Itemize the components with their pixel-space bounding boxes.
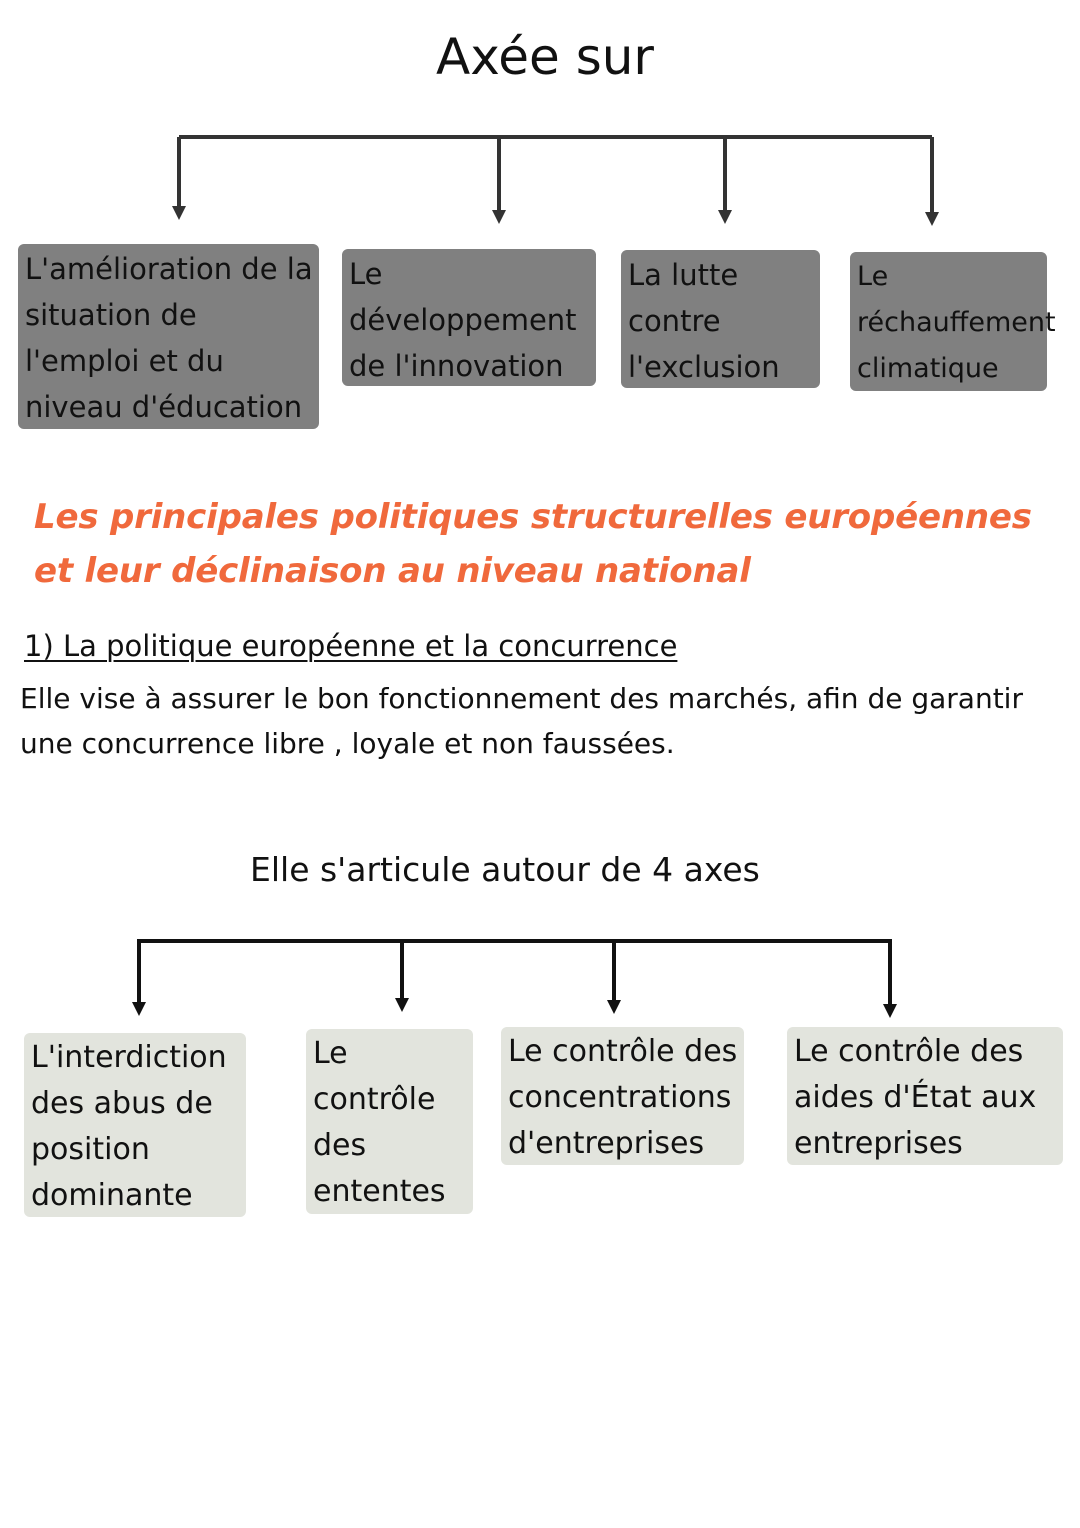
diagram2-item-state-aid: Le contrôle des aides d'État aux entreprises bbox=[787, 1027, 1063, 1165]
section-title: Les principales politiques structurelles européennes et leur déclinaison au niveau national bbox=[34, 497, 1032, 591]
diagram1-item-employment: L'amélioration de la situation de l'emploi et du niveau d'éducation bbox=[18, 244, 319, 429]
diagram1-heading: Axée sur bbox=[436, 28, 654, 86]
section-paragraph: Elle vise à assurer le bon fonctionnement des marchés, afin de garantir une concurrence libre , loyale et non faussées. bbox=[20, 682, 1023, 760]
diagram2-item-agreements: Le contrôle des ententes bbox=[306, 1029, 473, 1214]
diagram1-item-climate: Le réchauffement climatique bbox=[850, 252, 1047, 391]
diagram2-item-dominant-position: L'interdiction des abus de position dominante bbox=[24, 1033, 246, 1217]
diagram1-item-innovation: Le développement de l'innovation bbox=[342, 249, 596, 386]
diagram1-item-exclusion: La lutte contre l'exclusion bbox=[621, 250, 820, 388]
diagram2-item-concentrations: Le contrôle des concentrations d'entreprises bbox=[501, 1027, 744, 1165]
section-subheading: 1) La politique européenne et la concurrence bbox=[24, 629, 678, 663]
diagram2-heading: Elle s'articule autour de 4 axes bbox=[250, 850, 760, 889]
